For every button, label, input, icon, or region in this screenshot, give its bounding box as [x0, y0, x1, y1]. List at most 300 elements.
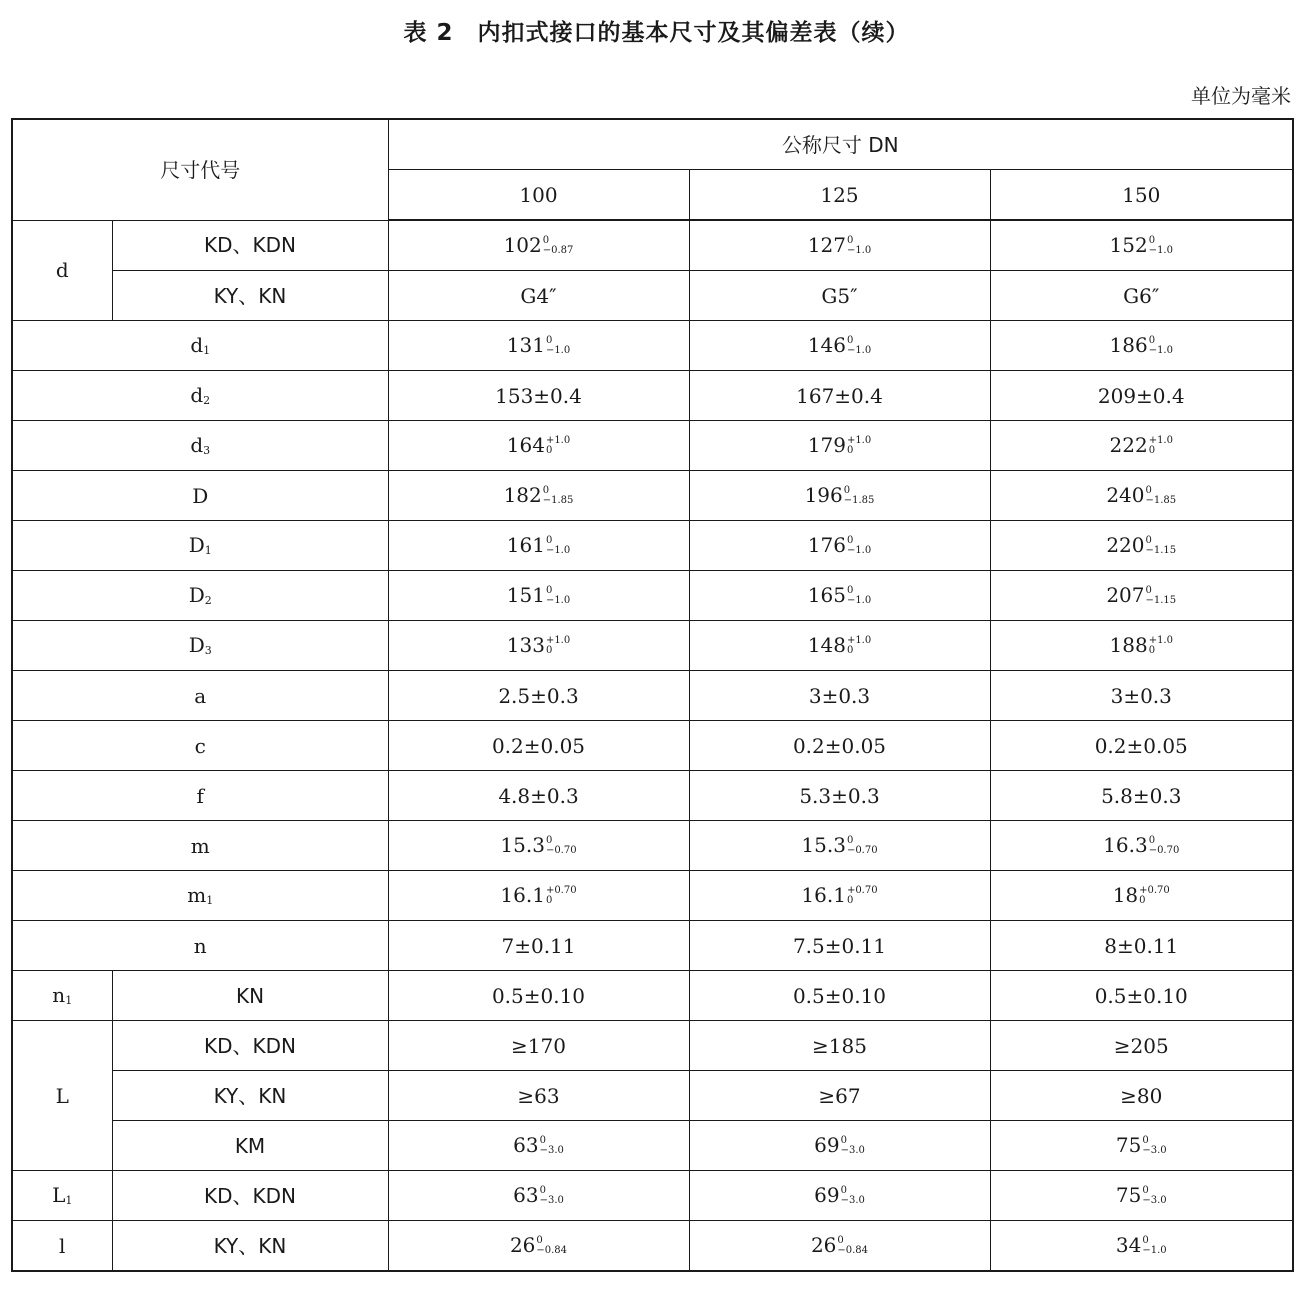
value-base: 0.2±0.05: [491, 733, 586, 758]
value-cell: [388, 571, 689, 621]
value-cell: [689, 921, 990, 971]
code-text: D: [188, 583, 205, 607]
table-row: [12, 521, 1293, 571]
value-cell: [990, 971, 1293, 1021]
upper-deviation: 0: [545, 535, 553, 547]
tolerance: [1146, 536, 1177, 556]
value-cell: [990, 271, 1293, 321]
upper-deviation: 0: [843, 485, 851, 497]
lower-deviation: 0: [545, 645, 553, 657]
value-base: 18: [1112, 882, 1139, 907]
value-cell: [388, 1021, 689, 1071]
code-subscript: 3: [204, 644, 212, 657]
value-cell: [689, 621, 990, 671]
tolerance: [1146, 486, 1177, 506]
upper-deviation: 0: [846, 235, 854, 247]
upper-deviation: 0: [539, 1135, 546, 1147]
value-base: 16.3: [1103, 832, 1148, 857]
value-base: 0.2±0.05: [792, 733, 887, 758]
value-cell: [388, 621, 689, 671]
table-body: [12, 220, 1293, 1271]
code-text: n: [52, 983, 66, 1007]
value-cell: [388, 921, 689, 971]
tolerance: [847, 436, 871, 456]
value-cell: [990, 771, 1293, 821]
upper-deviation: +1.0: [545, 635, 571, 647]
value-cell: [689, 1171, 990, 1221]
value-base: 0.5±0.10: [491, 983, 586, 1008]
lower-deviation: −1.0: [846, 345, 872, 357]
code-text: l: [59, 1233, 66, 1258]
value-cell: [388, 1071, 689, 1121]
code-text: m: [187, 883, 207, 907]
value-cell: [689, 421, 990, 471]
upper-deviation: 0: [1145, 485, 1152, 497]
value-cell: [990, 1171, 1293, 1221]
upper-deviation: 0: [1148, 235, 1156, 247]
tolerance: [546, 836, 577, 856]
table-row: [12, 571, 1293, 621]
value-base: ≥80: [1120, 1083, 1163, 1108]
value-base: ≥170: [511, 1033, 566, 1058]
dimension-code: [12, 721, 388, 771]
value-base: 220: [1106, 532, 1145, 557]
upper-deviation: 0: [846, 535, 854, 547]
value-cell: [990, 671, 1293, 721]
group-code: [12, 1221, 112, 1272]
value-cell: [388, 771, 689, 821]
value-base: 0.2±0.05: [1094, 733, 1188, 758]
code-text: d: [190, 383, 204, 407]
value-base: 5.8±0.3: [1101, 783, 1182, 808]
table-row: [12, 921, 1293, 971]
value-base: 151: [506, 582, 545, 607]
value-base: 153±0.4: [495, 383, 582, 408]
upper-deviation: 0: [536, 1235, 543, 1247]
lower-deviation: −3.0: [840, 1145, 865, 1157]
table-row: [12, 1221, 1293, 1272]
value-base: 26: [509, 1232, 536, 1257]
lower-deviation: −1.0: [545, 545, 571, 557]
value-base: ≥63: [517, 1083, 560, 1108]
lower-deviation: −1.15: [1145, 595, 1177, 607]
tolerance: [837, 1236, 868, 1256]
upper-deviation: 0: [545, 835, 553, 847]
value-cell: [990, 521, 1293, 571]
value-cell: [388, 371, 689, 421]
lower-deviation: −0.84: [837, 1245, 869, 1257]
value-cell: [689, 1021, 990, 1071]
table-row: [12, 371, 1293, 421]
lower-deviation: 0: [846, 895, 854, 907]
lower-deviation: 0: [846, 645, 854, 657]
value-base: 75: [1115, 1182, 1142, 1207]
value-base: 209±0.4: [1097, 383, 1185, 408]
upper-deviation: 0: [1145, 535, 1152, 547]
upper-deviation: 0: [846, 335, 854, 347]
header-row: [12, 119, 1293, 170]
tolerance: [1149, 236, 1173, 256]
upper-deviation: 0: [1148, 835, 1156, 847]
lower-deviation: −1.0: [846, 245, 872, 257]
connector-type: KD、KDN: [112, 1171, 388, 1221]
connector-type: KD、KDN: [112, 220, 388, 271]
tolerance: [847, 886, 878, 906]
value-cell: [990, 1021, 1293, 1071]
value-base: 133: [506, 632, 545, 657]
value-base: 152: [1109, 232, 1148, 257]
tolerance: [1142, 1236, 1166, 1256]
value-cell: [689, 671, 990, 721]
lower-deviation: −3.0: [539, 1195, 564, 1207]
table-row: [12, 1071, 1293, 1121]
table-row: [12, 471, 1293, 521]
upper-deviation: +0.70: [1139, 885, 1170, 897]
value-cell: [990, 1121, 1293, 1171]
tolerance: [546, 436, 570, 456]
value-cell: [388, 421, 689, 471]
dimension-code: [12, 321, 388, 371]
lower-deviation: 0: [545, 445, 553, 457]
tolerance: [540, 1136, 564, 1156]
unit-note: 单位为毫米: [1191, 84, 1291, 108]
value-cell: [388, 471, 689, 521]
nominal-size-header: 公称尺寸 DN: [388, 119, 1293, 170]
lower-deviation: −3.0: [1142, 1195, 1167, 1207]
value-base: 16.1: [500, 882, 545, 907]
tolerance: [546, 336, 570, 356]
value-base: 15.3: [500, 832, 545, 857]
upper-deviation: 0: [846, 835, 854, 847]
value-base: 148: [807, 632, 846, 657]
tolerance: [546, 536, 570, 556]
value-base: 69: [814, 1132, 840, 1157]
upper-deviation: 0: [545, 585, 553, 597]
value-cell: [388, 871, 689, 921]
tolerance: [1146, 586, 1177, 606]
code-text: m: [190, 833, 210, 858]
lower-deviation: −1.85: [843, 495, 875, 507]
connector-type: KM: [112, 1121, 388, 1171]
tolerance: [1142, 1186, 1166, 1206]
dimension-code: [12, 771, 388, 821]
table-row: [12, 821, 1293, 871]
upper-deviation: 0: [1145, 585, 1152, 597]
value-base: 196: [804, 482, 843, 507]
upper-deviation: 0: [542, 485, 550, 497]
tolerance: [841, 1136, 865, 1156]
lower-deviation: −1.0: [1148, 345, 1173, 357]
tolerance: [540, 1186, 564, 1206]
table-row: [12, 971, 1293, 1021]
value-cell: [689, 471, 990, 521]
value-cell: [388, 671, 689, 721]
value-base: 8±0.11: [1104, 933, 1179, 958]
value-base: 0.5±0.10: [1094, 983, 1188, 1008]
lower-deviation: −0.70: [1148, 845, 1180, 857]
table-row: [12, 1121, 1293, 1171]
value-cell: [689, 571, 990, 621]
value-cell: [990, 721, 1293, 771]
upper-deviation: 0: [1142, 1235, 1149, 1247]
size-header-100: 100: [388, 170, 689, 221]
value-base: 63: [513, 1132, 539, 1157]
value-base: G4″: [520, 283, 557, 308]
lower-deviation: 0: [1148, 445, 1156, 457]
value-base: 63: [513, 1182, 539, 1207]
value-cell: [689, 521, 990, 571]
code-text: c: [194, 733, 206, 758]
value-base: 26: [810, 1232, 837, 1257]
dimension-code: [12, 871, 388, 921]
value-base: 69: [814, 1182, 840, 1207]
upper-deviation: +1.0: [846, 435, 872, 447]
code-text: d: [190, 333, 204, 357]
connector-type: KY、KN: [112, 1071, 388, 1121]
upper-deviation: 0: [542, 235, 550, 247]
value-cell: [689, 771, 990, 821]
group-code: [12, 1171, 112, 1221]
value-base: 3±0.3: [1110, 683, 1172, 708]
group-code: [12, 1021, 112, 1171]
code-subscript: 1: [65, 994, 73, 1007]
lower-deviation: −1.0: [846, 545, 872, 557]
lower-deviation: −1.15: [1145, 545, 1177, 557]
value-base: G6″: [1123, 283, 1160, 308]
code-text: a: [194, 683, 207, 708]
table-row: [12, 771, 1293, 821]
value-cell: [689, 821, 990, 871]
value-cell: [990, 921, 1293, 971]
value-base: 7±0.11: [501, 933, 576, 958]
upper-deviation: 0: [846, 585, 854, 597]
dimension-code: [12, 421, 388, 471]
code-subscript: 3: [203, 444, 211, 457]
tolerance: [546, 586, 570, 606]
connector-type: KY、KN: [112, 271, 388, 321]
code-text: D: [188, 633, 205, 657]
value-base: 127: [807, 232, 846, 257]
value-base: 164: [506, 432, 545, 457]
lower-deviation: −3.0: [539, 1145, 564, 1157]
value-cell: [388, 521, 689, 571]
value-cell: [388, 321, 689, 371]
value-cell: [689, 220, 990, 271]
value-base: 207: [1106, 582, 1145, 607]
lower-deviation: −1.0: [1142, 1245, 1167, 1257]
value-cell: [689, 371, 990, 421]
dimension-code: [12, 471, 388, 521]
value-base: 222: [1109, 432, 1148, 457]
value-base: ≥67: [818, 1083, 861, 1108]
lower-deviation: 0: [846, 445, 854, 457]
value-base: 75: [1115, 1132, 1142, 1157]
value-cell: [990, 421, 1293, 471]
value-cell: [990, 471, 1293, 521]
dimension-code: [12, 521, 388, 571]
group-code: [12, 220, 112, 321]
value-cell: [689, 871, 990, 921]
connector-type: KY、KN: [112, 1221, 388, 1272]
value-cell: [990, 871, 1293, 921]
code-text: D: [188, 533, 205, 557]
group-code: [12, 971, 112, 1021]
value-cell: [990, 621, 1293, 671]
connector-type: KD、KDN: [112, 1021, 388, 1071]
lower-deviation: 0: [1139, 895, 1146, 907]
tolerance: [1149, 436, 1173, 456]
dimension-code: [12, 671, 388, 721]
code-header: 尺寸代号: [12, 119, 388, 220]
code-text: d: [190, 433, 204, 457]
table-row: [12, 721, 1293, 771]
tolerance: [1149, 836, 1180, 856]
table-row: [12, 271, 1293, 321]
value-cell: [388, 1171, 689, 1221]
value-base: ≥185: [812, 1033, 867, 1058]
value-base: 167±0.4: [796, 383, 883, 408]
tolerance: [847, 586, 871, 606]
connector-type: KN: [112, 971, 388, 1021]
lower-deviation: −1.85: [1145, 495, 1177, 507]
code-text: L: [55, 1083, 69, 1108]
value-base: 34: [1115, 1232, 1142, 1257]
lower-deviation: −1.0: [846, 595, 872, 607]
code-subscript: 2: [203, 394, 211, 407]
value-cell: [388, 220, 689, 271]
value-cell: [990, 821, 1293, 871]
value-base: 186: [1109, 332, 1148, 357]
value-base: 188: [1109, 632, 1148, 657]
dimension-code: [12, 921, 388, 971]
tolerance: [1149, 636, 1173, 656]
upper-deviation: +1.0: [1148, 435, 1173, 447]
dimension-code: [12, 621, 388, 671]
value-base: 161: [506, 532, 545, 557]
upper-deviation: 0: [545, 335, 553, 347]
tolerance: [844, 486, 875, 506]
value-base: 176: [807, 532, 846, 557]
tolerance: [847, 536, 871, 556]
tolerance: [841, 1186, 865, 1206]
tolerance: [543, 236, 574, 256]
table-row: [12, 871, 1293, 921]
lower-deviation: −1.85: [542, 495, 574, 507]
dimension-code: [12, 371, 388, 421]
lower-deviation: −1.0: [545, 345, 571, 357]
value-cell: [689, 271, 990, 321]
value-base: 3±0.3: [808, 683, 871, 708]
table-row: [12, 421, 1293, 471]
lower-deviation: 0: [1148, 645, 1156, 657]
value-base: 102: [503, 232, 542, 257]
upper-deviation: +1.0: [1148, 635, 1173, 647]
value-cell: [388, 1221, 689, 1272]
upper-deviation: 0: [837, 1235, 844, 1247]
lower-deviation: −0.70: [545, 845, 577, 857]
tolerance: [847, 836, 878, 856]
dimension-code: [12, 821, 388, 871]
lower-deviation: −0.84: [536, 1245, 568, 1257]
value-cell: [689, 721, 990, 771]
tolerance: [546, 636, 570, 656]
value-base: 0.5±0.10: [792, 983, 887, 1008]
size-header-125: 125: [689, 170, 990, 221]
upper-deviation: 0: [1142, 1135, 1149, 1147]
code-text: n: [193, 933, 207, 958]
lower-deviation: −3.0: [1142, 1145, 1167, 1157]
value-cell: [990, 321, 1293, 371]
dimension-table: [11, 118, 1294, 1272]
value-cell: [990, 220, 1293, 271]
lower-deviation: −1.0: [1148, 245, 1173, 257]
value-base: 179: [807, 432, 846, 457]
tolerance: [847, 236, 871, 256]
value-cell: [990, 371, 1293, 421]
value-cell: [990, 1221, 1293, 1272]
value-cell: [388, 1121, 689, 1171]
value-base: G5″: [821, 283, 858, 308]
value-cell: [689, 1221, 990, 1272]
tolerance: [847, 636, 871, 656]
table-row: [12, 671, 1293, 721]
value-cell: [388, 821, 689, 871]
code-text: L: [52, 1183, 66, 1207]
upper-deviation: 0: [1142, 1185, 1149, 1197]
code-subscript: 1: [65, 1194, 73, 1207]
code-subscript: 1: [203, 344, 211, 357]
lower-deviation: 0: [545, 895, 553, 907]
value-cell: [388, 971, 689, 1021]
table-title: 表 2 内扣式接口的基本尺寸及其偏差表（续）: [403, 20, 910, 46]
code-subscript: 2: [204, 594, 212, 607]
tolerance: [543, 486, 574, 506]
value-base: 16.1: [801, 882, 846, 907]
lower-deviation: −0.87: [542, 245, 574, 257]
code-subscript: 1: [204, 544, 212, 557]
value-base: ≥205: [1113, 1033, 1169, 1058]
lower-deviation: −1.0: [545, 595, 571, 607]
value-base: 5.3±0.3: [799, 783, 880, 808]
upper-deviation: +1.0: [545, 435, 571, 447]
table-row: [12, 621, 1293, 671]
value-base: 240: [1106, 482, 1145, 507]
table-row: [12, 321, 1293, 371]
value-cell: [990, 1071, 1293, 1121]
table-row: [12, 1171, 1293, 1221]
code-text: d: [55, 258, 69, 283]
code-subscript: 1: [206, 894, 214, 907]
tolerance: [546, 886, 577, 906]
upper-deviation: 0: [840, 1135, 847, 1147]
value-cell: [689, 971, 990, 1021]
tolerance: [847, 336, 871, 356]
value-base: 146: [807, 332, 846, 357]
upper-deviation: 0: [1148, 335, 1156, 347]
tolerance: [536, 1236, 567, 1256]
upper-deviation: 0: [840, 1185, 847, 1197]
value-base: 131: [506, 332, 545, 357]
value-base: 2.5±0.3: [498, 683, 579, 708]
value-base: 4.8±0.3: [498, 783, 579, 808]
table-row: [12, 220, 1293, 271]
value-base: 15.3: [801, 832, 846, 857]
value-base: 182: [503, 482, 542, 507]
value-cell: [689, 1071, 990, 1121]
value-cell: [388, 721, 689, 771]
lower-deviation: −3.0: [840, 1195, 865, 1207]
tolerance: [1149, 336, 1173, 356]
